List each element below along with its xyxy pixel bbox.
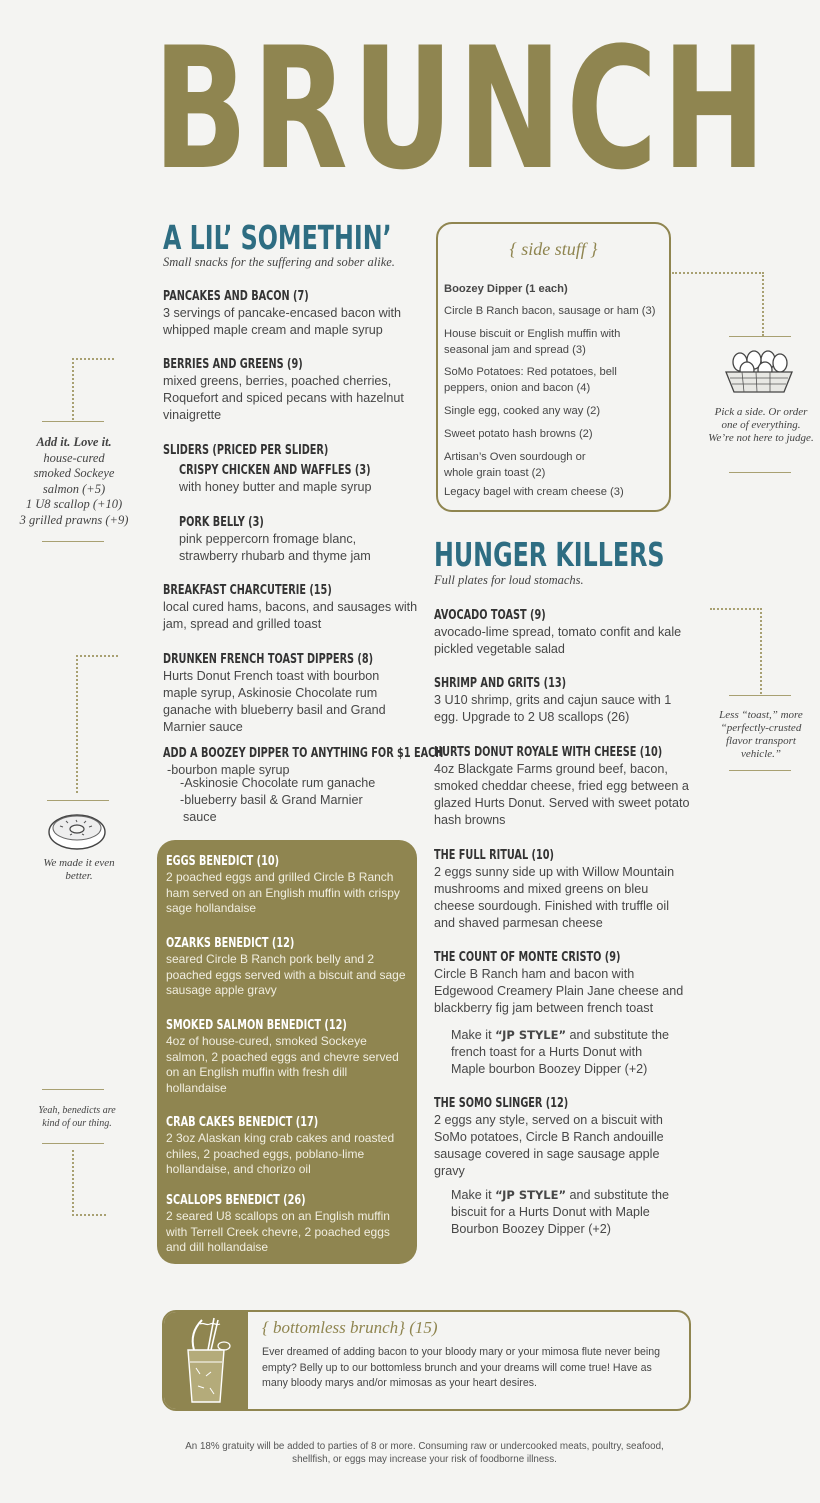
note-add-it-line: salmon (+5) — [42, 481, 106, 496]
side-item: Boozey Dipper (1 each) — [444, 283, 568, 295]
item-desc: mixed greens, berries, poached cherries, Roquefort and spiced pecans with hazelnut vinaigrette — [163, 374, 404, 422]
menu-item — [163, 582, 423, 633]
jp-pre: Make it — [451, 1028, 496, 1042]
side-item: Artisan’s Oven sourdough or whole grain toast (2) — [444, 451, 586, 479]
connector-dotted — [76, 655, 118, 793]
item-name: SMOKED SALMON BENEDICT (12) — [166, 1017, 347, 1033]
menu-item — [179, 514, 404, 565]
connector-dotted — [72, 1150, 106, 1216]
footer-disclaimer: An 18% gratuity will be added to parties of 8 or more. Consuming raw or undercooked meats, poultry, seafood, shellfish, or eggs may increase your risk of foodborne illness. — [185, 1441, 664, 1465]
jp-style-label: “JP STYLE” — [495, 1028, 567, 1042]
jp-style-note — [451, 1027, 676, 1078]
item-name: ADD A BOOZEY DIPPER TO ANYTHING FOR $1 EACH — [163, 745, 444, 761]
item-desc: 4oz of house-cured, smoked Sockeye salmon, 2 poached eggs and chevre served on an English muffin with fresh dill hollandaise — [166, 1034, 399, 1095]
section-subtitle: Small snacks for the suffering and sober alike. — [163, 255, 395, 269]
item-desc: seared Circle B Ranch pork belly and 2 poached eggs served with a biscuit and sage sausage apple gravy — [166, 952, 406, 997]
item-name: PANCAKES AND BACON (7) — [163, 288, 309, 304]
donut-icon — [46, 810, 108, 852]
menu-item — [434, 607, 696, 658]
item-desc: 4oz Blackgate Farms ground beef, bacon, smoked cheddar cheese, fried egg between a glazed Hurts Donut. Served with sweet potato hash browns — [434, 762, 690, 827]
item-desc: 3 U10 shrimp, grits and cajun sauce with 1 egg. Upgrade to 2 U8 scallops (26) — [434, 693, 672, 724]
note-add-it — [6, 435, 142, 528]
item-desc: Circle B Ranch ham and bacon with Edgewood Creamery Plain Jane cheese and blackberry fig jam between french toast — [434, 967, 684, 1015]
note-add-it-title: Add it. Love it. — [36, 435, 112, 449]
bottomless-desc: Ever dreamed of adding bacon to your bloody mary or your mimosa flute never being empty? Belly up to our bottomless brunch and your dreams will come true! Have as many bloody marys and/or mimosas as your heart desires. — [262, 1346, 661, 1389]
item-name: BERRIES AND GREENS (9) — [163, 356, 303, 372]
side-stuff-title: { side stuff } — [509, 239, 598, 259]
section-subtitle: Full plates for loud stomachs. — [434, 573, 584, 587]
bloody-mary-icon — [180, 1316, 232, 1406]
note-add-it-line: smoked Sockeye — [33, 466, 115, 480]
item-name: SLIDERS (PRICED PER SLIDER) — [163, 442, 329, 458]
note-add-it-line: 3 grilled prawns (+9) — [19, 512, 129, 527]
menu-item — [163, 651, 403, 736]
item-name: EGGS BENEDICT (10) — [166, 853, 280, 869]
divider — [42, 541, 104, 542]
divider — [47, 800, 109, 801]
divider — [42, 1089, 104, 1090]
divider — [42, 1143, 104, 1144]
side-item: House biscuit or English muffin with seasonal jam and spread (3) — [444, 328, 621, 356]
item-name: BREAKFAST CHARCUTERIE (15) — [163, 582, 332, 598]
menu-title: BRUNCH — [153, 11, 771, 207]
divider — [729, 472, 791, 473]
item-desc: local cured hams, bacons, and sausages with jam, spread and grilled toast — [163, 600, 418, 631]
note-donut: We made it even better. — [43, 857, 115, 882]
item-name: CRISPY CHICKEN AND WAFFLES (3) — [179, 462, 371, 478]
item-desc: 2 eggs sunny side up with Willow Mountain mushrooms and mixed greens on bleu cheese sourdough. Finished with truffle oil and shaved parmesan cheese — [434, 865, 675, 930]
divider — [729, 336, 791, 337]
divider — [729, 770, 791, 771]
connector-dotted — [672, 272, 764, 336]
dipper-option: sauce — [183, 810, 217, 824]
side-item: SoMo Potatoes: Red potatoes, bell peppers, onion and bacon (4) — [444, 366, 617, 394]
item-name: SCALLOPS BENEDICT (26) — [166, 1192, 306, 1208]
item-name: THE COUNT OF MONTE CRISTO (9) — [434, 949, 621, 965]
item-name: DRUNKEN FRENCH TOAST DIPPERS (8) — [163, 651, 374, 667]
menu-item — [434, 847, 689, 932]
item-name: HURTS DONUT ROYALE WITH CHEESE (10) — [434, 744, 663, 760]
item-desc: with honey butter and maple syrup — [179, 480, 372, 494]
section-heading-hunger-killers: HUNGER KILLERS — [434, 535, 665, 574]
menu-item — [434, 949, 696, 1017]
jp-post: and substitute the french toast for a Hurts Donut with Maple bourbon Boozey Dipper (+2) — [451, 1028, 669, 1076]
menu-item — [434, 675, 679, 726]
item-desc: 2 eggs any style, served on a biscuit with SoMo potatoes, Circle B Ranch andouille sausage covered in sage sausage apple gravy — [434, 1113, 664, 1178]
divider — [729, 695, 791, 696]
note-add-it-line: house-cured — [43, 450, 105, 465]
side-item: Sweet potato hash browns (2) — [444, 428, 593, 440]
jp-style-label: “JP STYLE” — [495, 1188, 567, 1202]
dipper-option: -Askinosie Chocolate rum ganache — [180, 776, 376, 790]
jp-post: and substitute the biscuit for a Hurts Donut with Maple Bourbon Boozey Dipper (+2) — [451, 1188, 669, 1236]
menu-item — [179, 462, 419, 496]
side-item: Circle B Ranch bacon, sausage or ham (3) — [444, 305, 656, 317]
section-heading-lil-somethin: A LIL’ SOMETHIN’ — [163, 218, 392, 257]
item-name: OZARKS BENEDICT (12) — [166, 935, 295, 951]
item-name: THE FULL RITUAL (10) — [434, 847, 554, 863]
note-pick-a-side: Pick a side. Or order one of everything. We’re not here to judge. — [708, 406, 814, 444]
side-item: Single egg, cooked any way (2) — [444, 405, 601, 417]
item-desc: -bourbon maple syrup — [167, 763, 290, 777]
benedict-item — [166, 935, 406, 999]
menu-item — [434, 744, 696, 829]
item-name: AVOCADO TOAST (9) — [434, 607, 546, 623]
connector-dotted — [72, 358, 114, 420]
benedict-item — [166, 1017, 406, 1096]
menu-item — [163, 745, 444, 779]
item-desc: avocado-lime spread, tomato confit and kale pickled vegetable salad — [434, 625, 682, 656]
item-name: PORK BELLY (3) — [179, 514, 264, 530]
item-name: THE SOMO SLINGER (12) — [434, 1095, 569, 1111]
divider — [42, 421, 104, 422]
dipper-option: -blueberry basil & Grand Marnier — [180, 793, 363, 807]
note-add-it-line: 1 U8 scallop (+10) — [25, 497, 123, 511]
menu-item — [163, 288, 423, 339]
connector-dotted — [710, 608, 762, 694]
item-desc: 2 poached eggs and grilled Circle B Ranch ham served on an English muffin with crispy sage hollandaise — [166, 870, 400, 915]
menu-item — [434, 1095, 679, 1180]
item-name: SHRIMP AND GRITS (13) — [434, 675, 567, 691]
item-name: CRAB CAKES BENEDICT (17) — [166, 1114, 319, 1130]
item-desc: Hurts Donut French toast with bourbon maple syrup, Askinosie Chocolate rum ganache with blueberry basil and Grand Marnier sauce — [163, 669, 386, 734]
item-desc: 3 servings of pancake-encased bacon with whipped maple cream and maple syrup — [163, 306, 402, 337]
item-desc: 2 seared U8 scallops on an English muffin with Terrell Creek chevre, 2 poached eggs and dill hollandaise — [166, 1209, 390, 1254]
menu-item — [163, 356, 418, 424]
item-desc: 2 3oz Alaskan king crab cakes and roasted chiles, 2 poached eggs, poblano-lime hollandaise, and chorizo oil — [166, 1131, 395, 1176]
menu-item — [163, 442, 418, 459]
benedict-item — [166, 853, 406, 917]
benedict-item — [166, 1114, 411, 1178]
benedict-item — [166, 1192, 411, 1256]
side-item: Legacy bagel with cream cheese (3) — [444, 486, 624, 498]
note-toast: Less “toast,” more “perfectly-crusted flavor transport vehicle.” — [719, 709, 803, 760]
jp-style-note — [451, 1187, 676, 1238]
note-benedicts: Yeah, benedicts are kind of our thing. — [38, 1105, 116, 1129]
eggs-basket-icon — [722, 348, 796, 396]
bottomless-title: { bottomless brunch} (15) — [262, 1318, 438, 1337]
jp-pre: Make it — [451, 1188, 496, 1202]
item-desc: pink peppercorn fromage blanc, strawberry rhubarb and thyme jam — [179, 532, 371, 563]
